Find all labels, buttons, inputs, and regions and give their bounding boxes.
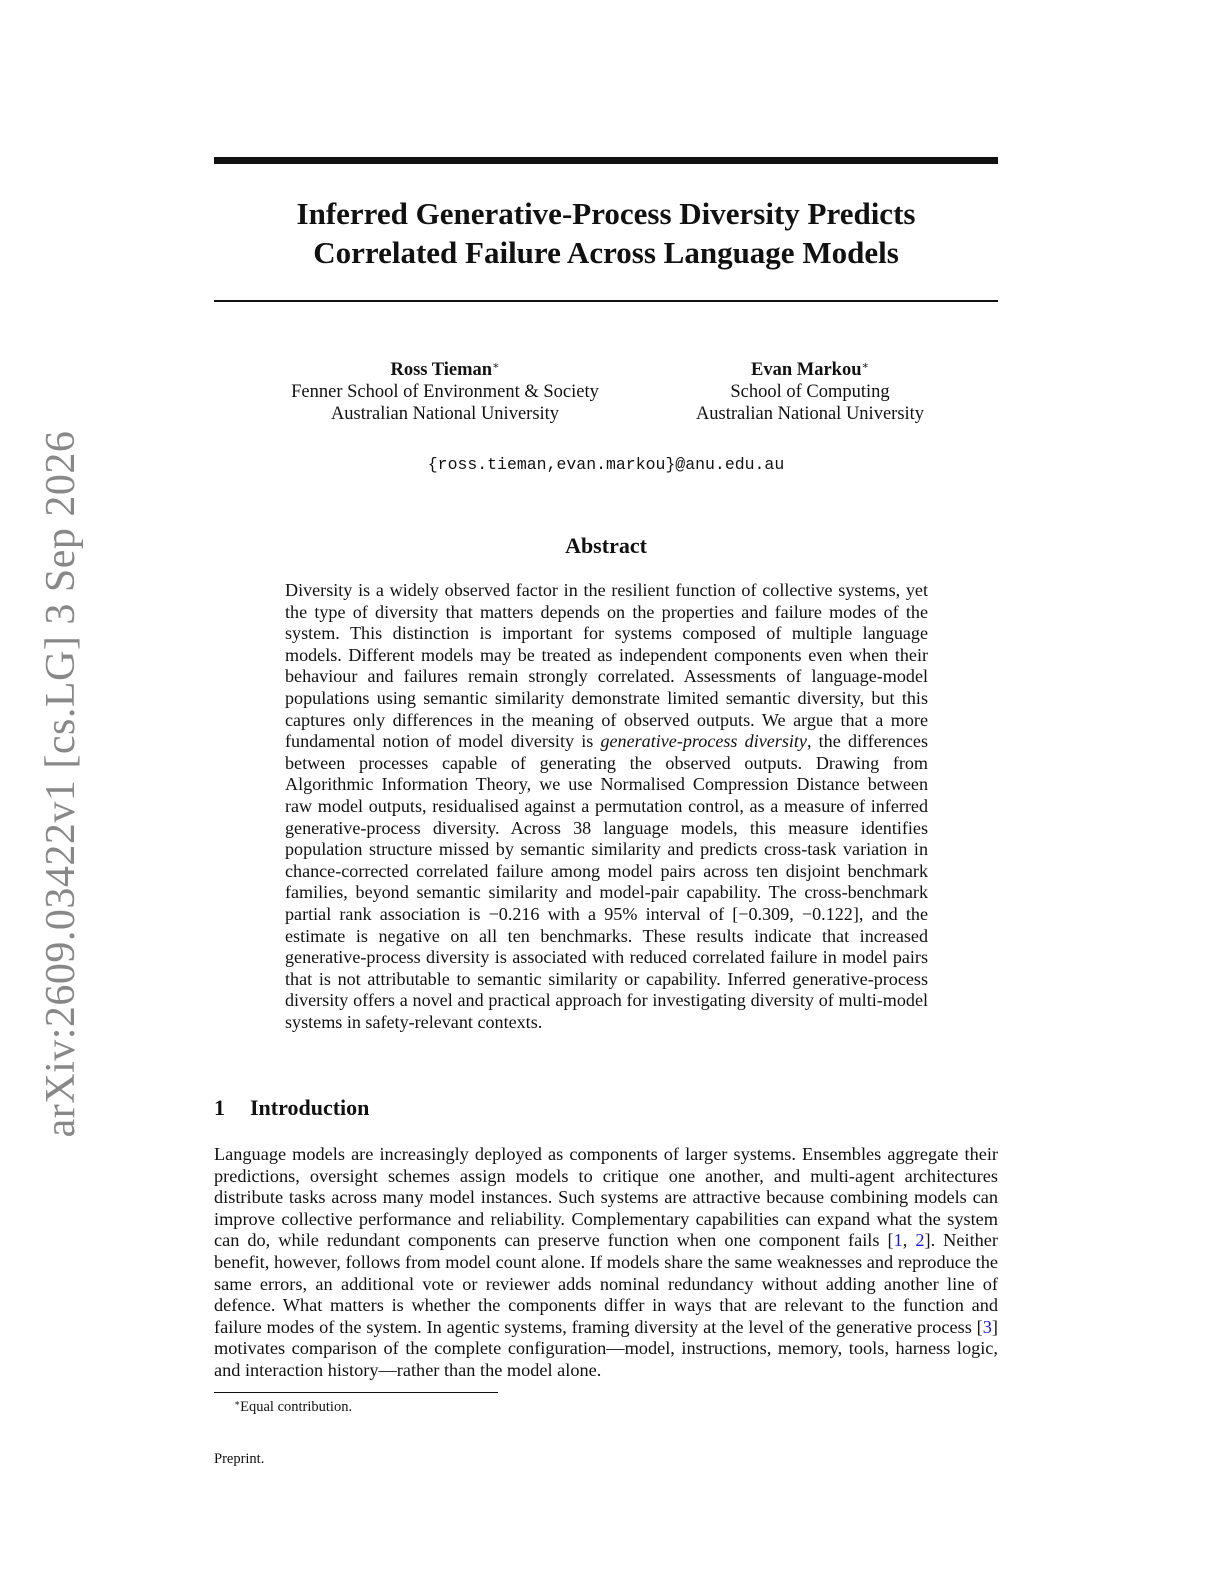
footnote-mark: ∗: [234, 1398, 241, 1408]
author-emails: {ross.tieman,evan.markou}@anu.edu.au: [427, 455, 785, 474]
intro-part-2: ]. Neither benefit, however, follows from model count alone. If models share the same weaknesses and reproduce the same errors, an additional vote or reviewer adds nominal redundancy without adding another line of defence. What matters is whether the components differ in ways that are relevant to the function and failure modes of the system. In agentic systems, framing diversity at the level of the generative process [: [214, 1230, 999, 1337]
section-heading-introduction: [214, 1095, 369, 1121]
citation-separator: ,: [902, 1230, 916, 1251]
intro-part-1: Language models are increasingly deployed as components of larger systems. Ensembles aggregate their predictions, oversight schemes assign models to critique one another, and multi-agent architectures distribute tasks across many model instances. Such systems are attractive because combining models can improve collective performance and reliability. Complementary capabilities can expand what the system can do, while redundant components can preserve function when one component fails [: [214, 1144, 998, 1251]
title-bottom-rule: [214, 300, 998, 302]
arxiv-identifier-stamp: arXiv:2609.03422v1 [cs.LG] 3 Sep 2026: [38, 430, 84, 1138]
citation-link-1[interactable]: 1: [893, 1230, 903, 1251]
title-top-rule: [214, 157, 998, 164]
author-affiliation: School of Computing: [730, 382, 890, 402]
footnote-rule: [214, 1392, 498, 1393]
abstract-text: [285, 580, 928, 1033]
author-name: Ross Tieman: [390, 360, 493, 380]
intro-part-3: ] motivates comparison of the complete configuration—model, instructions, memory, tools, harness logic, and interaction history—rather than the model alone.: [214, 1316, 998, 1380]
section-title: Introduction: [250, 1095, 370, 1120]
author-block: [260, 355, 630, 425]
footnote-text: Equal contribution.: [240, 1399, 353, 1415]
title-line-1: Inferred Generative-Process Diversity Predicts: [296, 196, 916, 231]
citation-link-3[interactable]: 3: [982, 1316, 992, 1337]
abstract-emphasis: generative-process diversity: [600, 731, 807, 752]
author-affiliation: Fenner School of Environment & Society: [291, 382, 599, 402]
equal-contribution-mark: ∗: [861, 360, 869, 372]
equal-contribution-mark: ∗: [492, 360, 500, 372]
preprint-label: Preprint.: [214, 1451, 265, 1467]
footnote: [234, 1398, 352, 1416]
author-institution: Australian National University: [695, 404, 925, 424]
abstract-part-1: Diversity is a widely observed factor in the resilient function of collective systems, yet the type of diversity that matters depends on the properties and failure modes of the system. This distinction is important for systems composed of multiple language models. Different models may be treated as independent components even when their behaviour and failures remain strongly correlated. Assessments of language-model populations using semantic similarity demonstrate limited semantic diversity, but this captures only differences in the meaning of observed outputs. We argue that a more fundamental notion of model diversity is: [285, 580, 928, 752]
author-block: [670, 355, 950, 425]
author-name: Evan Markou: [751, 360, 862, 380]
author-institution: Australian National University: [330, 404, 560, 424]
citation-link-2[interactable]: 2: [915, 1230, 925, 1251]
title-line-2: Correlated Failure Across Language Models: [313, 235, 899, 270]
abstract-heading: Abstract: [565, 533, 647, 558]
introduction-paragraph: [214, 1144, 998, 1382]
section-number: 1: [214, 1095, 225, 1120]
paper-title: [214, 194, 998, 272]
abstract-part-2: , the differences between processes capable of generating the observed outputs. Drawing from Algorithmic Information Theory, we use Normalised Compression Distance between raw model outputs, residualised against a permutation control, as a measure of inferred generative-process diversity. Across 38 language models, this measure identifies population structure missed by semantic similarity and predicts cross-task variation in chance-corrected correlated failure among model pairs across ten disjoint benchmark families, beyond semantic similarity and model-pair capability. The cross-benchmark partial rank association is −0.216 with a 95% interval of [−0.309, −0.122], and the estimate is negative on all ten benchmarks. These results indicate that increased generative-process diversity is associated with reduced correlated failure in model pairs that is not attributable to semantic similarity or capability. Inferred generative-process diversity offers a novel and practical approach for investigating diversity of multi-model systems in safety-relevant contexts.: [285, 731, 928, 1032]
